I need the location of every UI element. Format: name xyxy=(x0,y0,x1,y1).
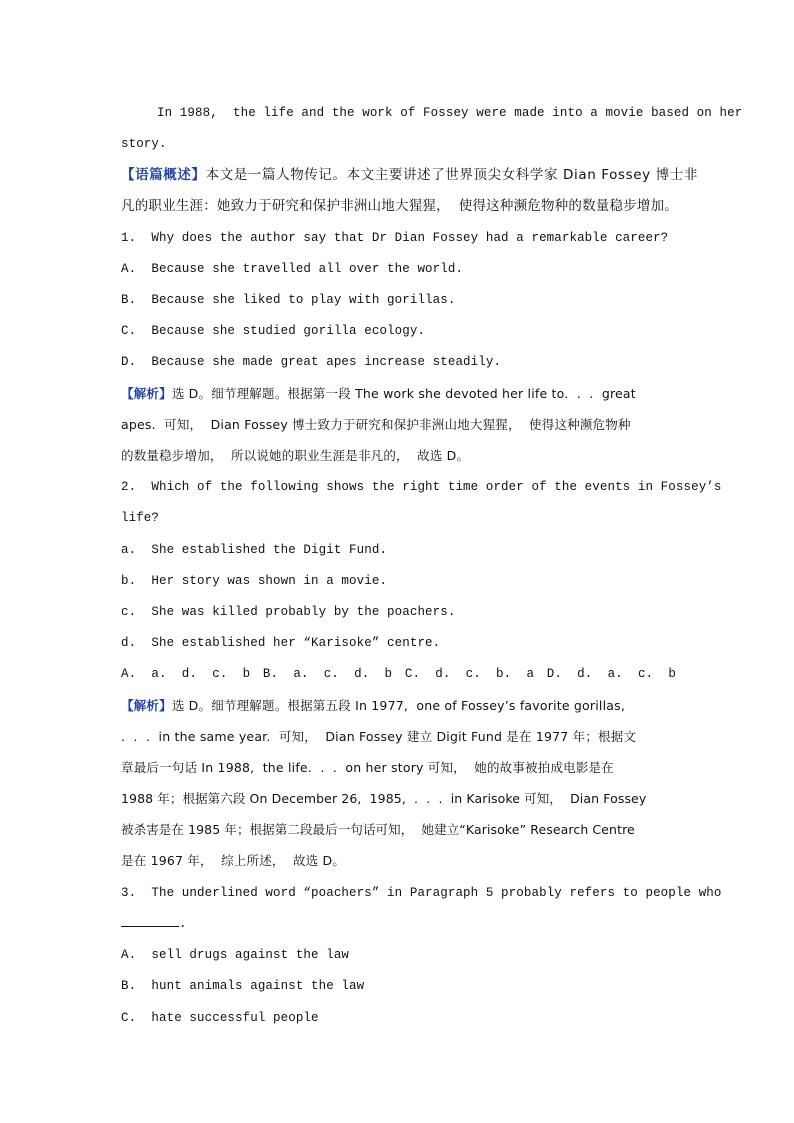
answer-options xyxy=(121,664,676,684)
analysis-line: 【解析】选 D。细节理解题。根据第五段 In 1977, one of Fossey’s favorite gorillas, xyxy=(121,698,625,713)
analysis-line: apes. 可知， Dian Fossey 博士致力于研究和保护非洲山地大猩猩， 使得这种濒危物种 xyxy=(121,417,631,432)
event-b: b. Her story was shown in a movie. xyxy=(121,574,388,588)
question-1: 1. Why does the author say that Dr Dian Fossey had a remarkable career? xyxy=(121,231,669,245)
analysis-line: . . . in the same year. 可知， Dian Fossey 建立 Digit Fund 是在 1977 年；根据文 xyxy=(121,729,637,744)
analysis-line: 章最后一句话 In 1988, the life. . . on her story 可知， 她的故事被拍成电影是在 xyxy=(121,760,614,775)
analysis-line: 【解析】选 D。细节理解题。根据第一段 The work she devoted her life to. . . great xyxy=(121,386,636,401)
event-d: d. She established her “Karisoke” centre. xyxy=(121,636,441,650)
question-2-cont: life? xyxy=(121,511,160,525)
option-b: B. Because she liked to play with gorillas. xyxy=(121,293,456,307)
option-d: D. Because she made great apes increase steadily. xyxy=(121,355,502,369)
summary-line: 凡的职业生涯：她致力于研究和保护非洲山地大猩猩， 使得这种濒危物种的数量稳步增加。 xyxy=(121,198,678,214)
question-2: 2. Which of the following shows the right time order of the events in Fossey’s xyxy=(121,480,722,494)
analysis-line: 被杀害是在 1985 年；根据第二段最后一句话可知， 她建立“Karisoke” Research Centre xyxy=(121,822,635,837)
analysis-line: 是在 1967 年， 综上所述， 故选 D。 xyxy=(121,853,346,868)
paragraph-line: In 1988, the life and the work of Fossey were made into a movie based on her xyxy=(157,106,743,120)
option-b: B. hunt animals against the law xyxy=(121,979,365,993)
option-a: A. sell drugs against the law xyxy=(121,948,350,962)
option-c: C. hate successful people xyxy=(121,1011,319,1025)
analysis-line: 的数量稳步增加， 所以说她的职业生涯是非凡的， 故选 D。 xyxy=(121,448,470,463)
option-c: C. Because she studied gorilla ecology. xyxy=(121,324,426,338)
option-a: A. Because she travelled all over the world. xyxy=(121,262,464,276)
analysis-tag: 【解析】 xyxy=(121,698,172,713)
analysis-tag: 【解析】 xyxy=(121,386,172,401)
answer-option: C. d. c. b. a xyxy=(404,667,535,681)
summary-line: 【语篇概述】本文是一篇人物传记。本文主要讲述了世界顶尖女科学家 Dian Fossey 博士非 xyxy=(121,167,698,183)
analysis-line: 1988 年；根据第六段 On December 26, 1985, . . . in Karisoke 可知， Dian Fossey xyxy=(121,791,647,806)
answer-blank-line: . xyxy=(121,914,676,934)
answer-option: B. a. c. d. b xyxy=(262,667,393,681)
event-c: c. She was killed probably by the poachers. xyxy=(121,605,456,619)
summary-tag: 【语篇概述】 xyxy=(121,167,206,183)
event-a: a. She established the Digit Fund. xyxy=(121,543,388,557)
question-3: 3. The underlined word “poachers” in Paragraph 5 probably refers to people who xyxy=(121,886,722,900)
answer-option: D. d. a. c. b xyxy=(546,667,676,681)
answer-option: A. a. d. c. b xyxy=(121,667,251,681)
paragraph-line: story. xyxy=(121,137,167,151)
answer-blank xyxy=(121,914,179,927)
